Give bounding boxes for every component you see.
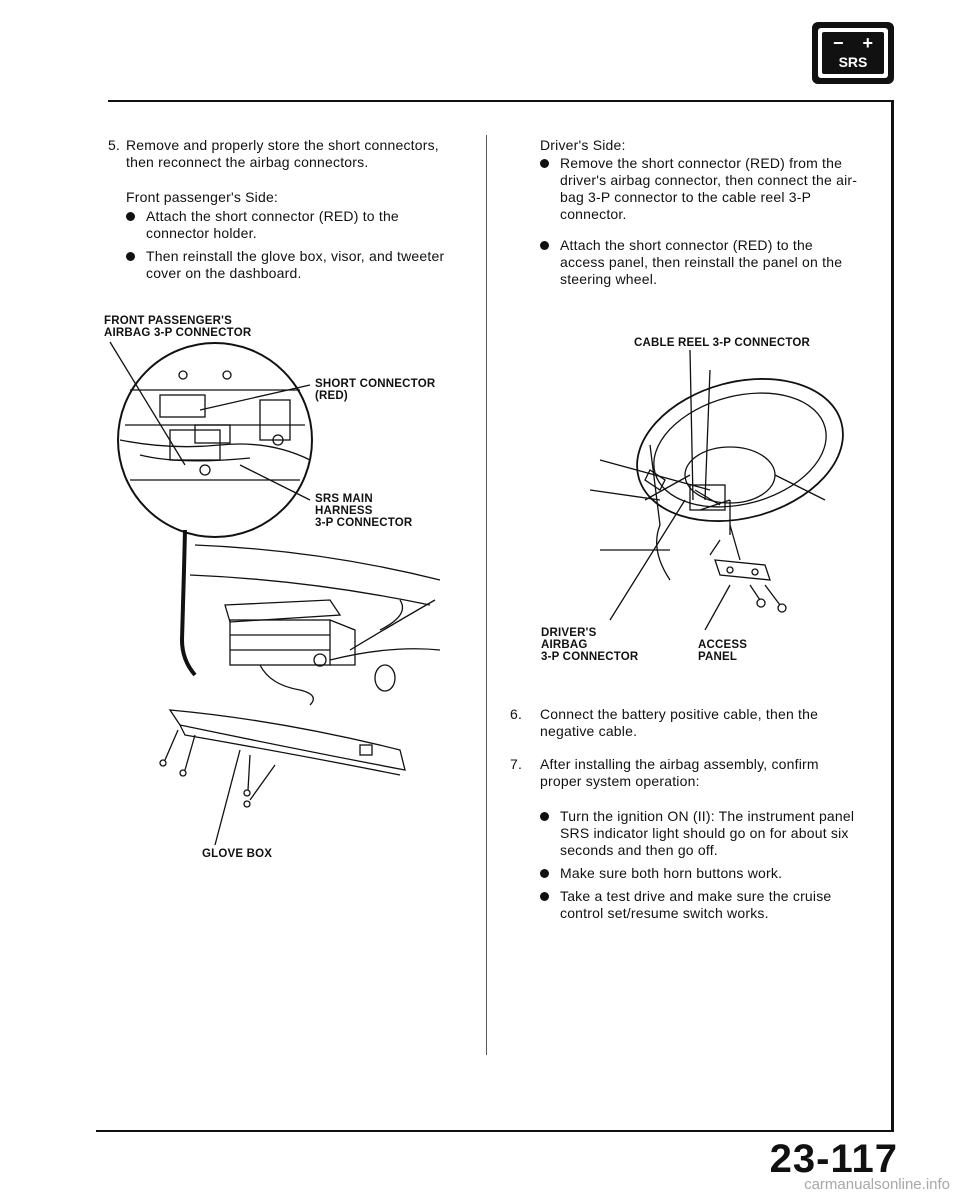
bullet-icon (540, 869, 549, 878)
front-passenger-heading: Front passenger's Side: (126, 189, 279, 205)
step-5-number: 5. (108, 137, 121, 153)
label-short-connector: SHORT CONNECTOR (RED) (315, 378, 436, 402)
label-glove-box: GLOVE BOX (202, 848, 273, 860)
bullet-icon (540, 159, 549, 168)
list-item: Remove the short connector (RED) from the driver's airbag connector, then connect the air-bag 3-P connector to the cable reel 3-P connector. (540, 155, 860, 223)
label-access-panel: ACCESS PANEL (698, 639, 748, 663)
label-front-passenger-connector: FRONT PASSENGER'S AIRBAG 3-P CONNECTOR (104, 315, 252, 339)
page-number: 23-117 (769, 1137, 898, 1181)
step-5 (108, 137, 463, 171)
label-driver-airbag-connector: DRIVER'S AIRBAG 3-P CONNECTOR (541, 627, 639, 663)
step-7-number: 7. (510, 756, 523, 772)
driver-side-heading: Driver's Side: (540, 137, 626, 153)
logo-text: SRS (838, 54, 868, 70)
step-6-text: Connect the battery positive cable, then the negative cable. (540, 706, 819, 739)
srs-logo (812, 22, 894, 84)
glove-box-illustration (100, 330, 460, 850)
top-rule (108, 100, 894, 102)
label-cable-reel-connector: CABLE REEL 3-P CONNECTOR (634, 337, 811, 349)
step-6-number: 6. (510, 706, 523, 722)
right-rule (891, 100, 894, 1132)
list-item: Turn the ignition ON (II): The instrument panel SRS indicator light should go on for about six seconds and then go off. (540, 808, 860, 859)
battery-icon: − + (833, 33, 873, 53)
front-bullets (126, 208, 464, 288)
list-item: Then reinstall the glove box, visor, and tweeter cover on the dashboard. (126, 248, 464, 282)
steering-wheel-illustration (590, 350, 860, 630)
list-item: Attach the short connector (RED) to the access panel, then reinstall the panel on the steering wheel. (540, 237, 860, 288)
step-7-bullets (540, 808, 860, 928)
step-5-text: Remove and properly store the short connectors, then reconnect the airbag connectors. (126, 137, 439, 170)
list-item: Take a test drive and make sure the cruise control set/resume switch works. (540, 888, 860, 922)
bullet-icon (540, 812, 549, 821)
bullet-icon (540, 892, 549, 901)
driver-bullets (540, 155, 860, 294)
column-divider (486, 135, 487, 1055)
step-7 (510, 756, 860, 790)
step-6 (510, 706, 860, 740)
bullet-icon (126, 212, 135, 221)
label-srs-main-harness: SRS MAIN HARNESS 3-P CONNECTOR (315, 493, 413, 529)
list-item: Make sure both horn buttons work. (540, 865, 860, 882)
watermark: carmanualsonline.info (804, 1176, 950, 1193)
list-item: Attach the short connector (RED) to the connector holder. (126, 208, 464, 242)
bottom-rule (96, 1130, 894, 1132)
bullet-icon (540, 241, 549, 250)
bullet-icon (126, 252, 135, 261)
step-7-text: After installing the airbag assembly, confirm proper system operation: (540, 756, 819, 789)
